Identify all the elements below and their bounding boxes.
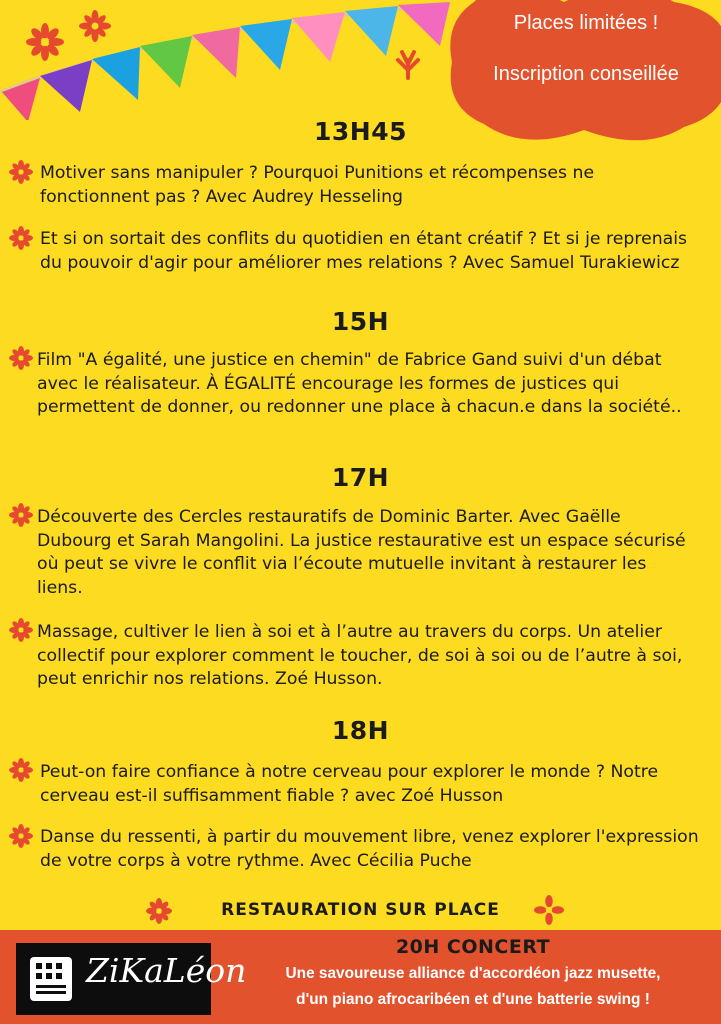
concert-title: 20H CONCERT: [395, 936, 551, 958]
flower-icon: [9, 618, 33, 646]
program-item: Et si on sortait des conflits du quotidien en étant créatif ? Et si je reprenais du pouvoir d'agir pour améliorer mes relations ? Avec Samuel Turakiewicz: [40, 229, 688, 273]
program-item: Danse du ressenti, à partir du mouvement libre, venez explorer l'expression de votre corps à votre rythme. Avec Cécilia Puche: [40, 827, 699, 871]
badge-line-1: Places limitées !: [513, 12, 659, 34]
program-item: Découverte des Cercles restauratifs de Dominic Barter. Avec Gaëlle Dubourg et Sarah Mangolini. La justice restaurative est un espace sécurisé où peut se vivre le conflit via l’écoute mutuelle invitant à restaurer les liens.: [37, 507, 686, 598]
accordion-icon: [24, 953, 84, 1007]
flower-icon: [9, 824, 33, 852]
program-item: Massage, cultiver le lien à soi et à l’autre au travers du corps. Un atelier collectif pour explorer comment le toucher, de soi à soi ou de l’autre à soi, peut enrichir nos relations. Zoé Husson.: [37, 622, 683, 689]
concert-line-1: Une savoureuse alliance d'accordéon jazz musette,: [285, 965, 661, 982]
restauration-heading: RESTAURATION SUR PLACE: [221, 900, 500, 920]
flower-icon: [0, 0, 120, 70]
flower-icon: [9, 346, 33, 374]
program-item: Peut-on faire confiance à notre cerveau pour explorer le monde ? Notre cerveau est-il suffisamment fiable ? avec Zoé Husson: [40, 762, 659, 806]
time-heading-15h: 15H: [331, 307, 390, 336]
flower-icon: [9, 160, 33, 188]
concert-line-2: d'un piano afrocaribéen et d'une batterie swing !: [296, 991, 650, 1008]
program-item: Film "A égalité, une justice en chemin" de Fabrice Gand suivi d'un débat avec le réalisateur. À ÉGALITÉ encourage les formes de justices qui permettent de donner, ou redonner une place à chacun.e dans la société..: [37, 350, 682, 417]
time-heading-18h: 18H: [331, 716, 390, 745]
program-item: Motiver sans manipuler ? Pourquoi Punitions et récompenses ne fonctionnent pas ? Avec Audrey Hesseling: [40, 163, 595, 207]
leaf-icon: [390, 48, 426, 84]
time-heading-1345: 13H45: [313, 117, 407, 146]
flower-icon: [9, 758, 33, 786]
badge-line-2: Inscription conseillée: [493, 63, 679, 85]
flower-icon: [9, 226, 33, 254]
flower-icon: [534, 895, 564, 929]
logo-text: ZiKaLéon: [86, 951, 247, 990]
flower-icon: [9, 503, 33, 531]
time-heading-17h: 17H: [331, 463, 390, 492]
zikaleon-logo: [16, 943, 247, 1015]
